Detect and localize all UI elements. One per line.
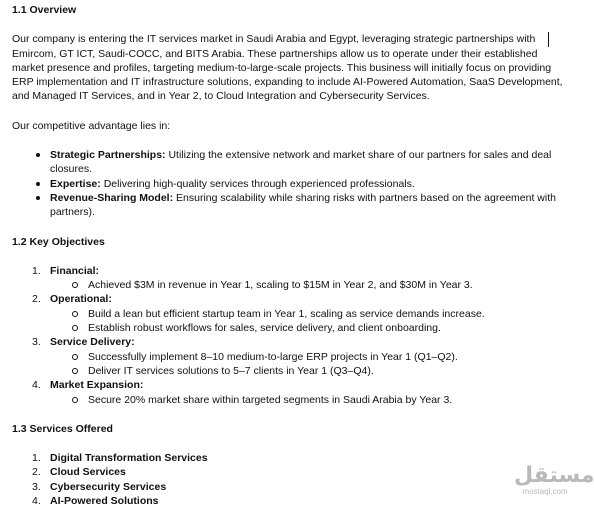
text-cursor	[548, 32, 549, 47]
objective-sublist	[50, 350, 572, 379]
list-item	[12, 177, 572, 191]
objective-title: Operational:	[50, 293, 112, 306]
advantage-label: Expertise:	[50, 177, 101, 190]
list-number: 3.	[32, 480, 41, 493]
advantage-label: Strategic Partnerships:	[50, 149, 166, 162]
service-title: Cybersecurity Services	[50, 480, 167, 493]
list-item	[12, 451, 572, 465]
list-item: Deliver IT services solutions to 5–7 clients in Year 1 (Q3–Q4).	[50, 364, 572, 378]
section-heading-objectives: 1.2 Key Objectives	[12, 235, 105, 248]
advantage-text: Delivering high-quality services through experienced professionals.	[100, 177, 415, 190]
advantage-text: Ensuring scalability while sharing risks with partners based on the agreement with partners).	[50, 191, 556, 219]
service-title: Digital Transformation Services	[50, 452, 208, 465]
watermark	[514, 463, 594, 496]
list-item: Establish robust workflows for sales, service delivery, and client onboarding.	[50, 321, 572, 335]
list-number: 1.	[32, 452, 41, 465]
list-item: Secure 20% market share within targeted segments in Saudi Arabia by Year 3.	[50, 393, 572, 407]
service-title: Cloud Services	[50, 466, 126, 479]
list-number: 1.	[32, 264, 41, 277]
watermark-logo: مستقل	[514, 463, 594, 488]
objective-title: Market Expansion:	[50, 379, 144, 392]
service-title: AI-Powered Solutions	[50, 495, 159, 508]
section-heading-services: 1.3 Services Offered	[12, 422, 113, 435]
list-item	[12, 465, 572, 479]
advantage-label: Revenue-Sharing Model:	[50, 191, 174, 204]
section-heading-overview: 1.1 Overview	[12, 4, 77, 16]
services-list	[12, 451, 572, 508]
list-item	[12, 148, 572, 177]
watermark-url: mostaql.com	[522, 487, 568, 496]
list-number: 2.	[32, 293, 41, 306]
list-item	[12, 191, 572, 220]
list-number: 4.	[32, 379, 41, 392]
list-item: Build a lean but efficient startup team in Year 1, scaling as service demands increase.	[50, 307, 572, 321]
objective-sublist	[50, 307, 572, 336]
advantage-intro: Our competitive advantage lies in:	[12, 119, 171, 132]
list-item	[12, 264, 572, 293]
list-item	[12, 335, 572, 378]
list-item	[12, 494, 572, 508]
list-number: 4.	[32, 495, 41, 508]
advantage-text: Utilizing the extensive network and market share of our partners for sales and deal closures.	[50, 149, 552, 176]
objective-sublist	[50, 278, 572, 292]
document-page	[12, 3, 572, 508]
list-number: 3.	[32, 336, 41, 349]
objective-title: Financial:	[50, 264, 100, 277]
objective-title: Service Delivery:	[50, 336, 135, 349]
advantages-list	[12, 148, 572, 219]
list-item	[12, 378, 572, 407]
list-item: Successfully implement 8–10 medium-to-large ERP projects in Year 1 (Q1–Q2).	[50, 350, 572, 364]
list-item: Achieved $3M in revenue in Year 1, scaling to $15M in Year 2, and $30M in Year 3.	[50, 278, 572, 292]
list-item	[12, 480, 572, 494]
list-number: 2.	[32, 466, 41, 479]
objective-sublist	[50, 393, 572, 407]
list-item	[12, 292, 572, 335]
overview-paragraph: Our company is entering the IT services market in Saudi Arabia and Egypt, leveraging strategic partnerships with Emircom, GT ICT, Saudi-COCC, and BITS Arabia. These partnerships allow us to operate under their established market presence and profiles, targeting medium-to-large-scale projects. This business will initially focus on providing ERP implementation and IT infrastructure solutions, expanding to include AI-Powered Automation, SaaS Development, and Managed IT Services, and in Year 2, to Cloud Integration and Cybersecurity Services.	[12, 33, 563, 103]
objectives-list	[12, 264, 572, 407]
